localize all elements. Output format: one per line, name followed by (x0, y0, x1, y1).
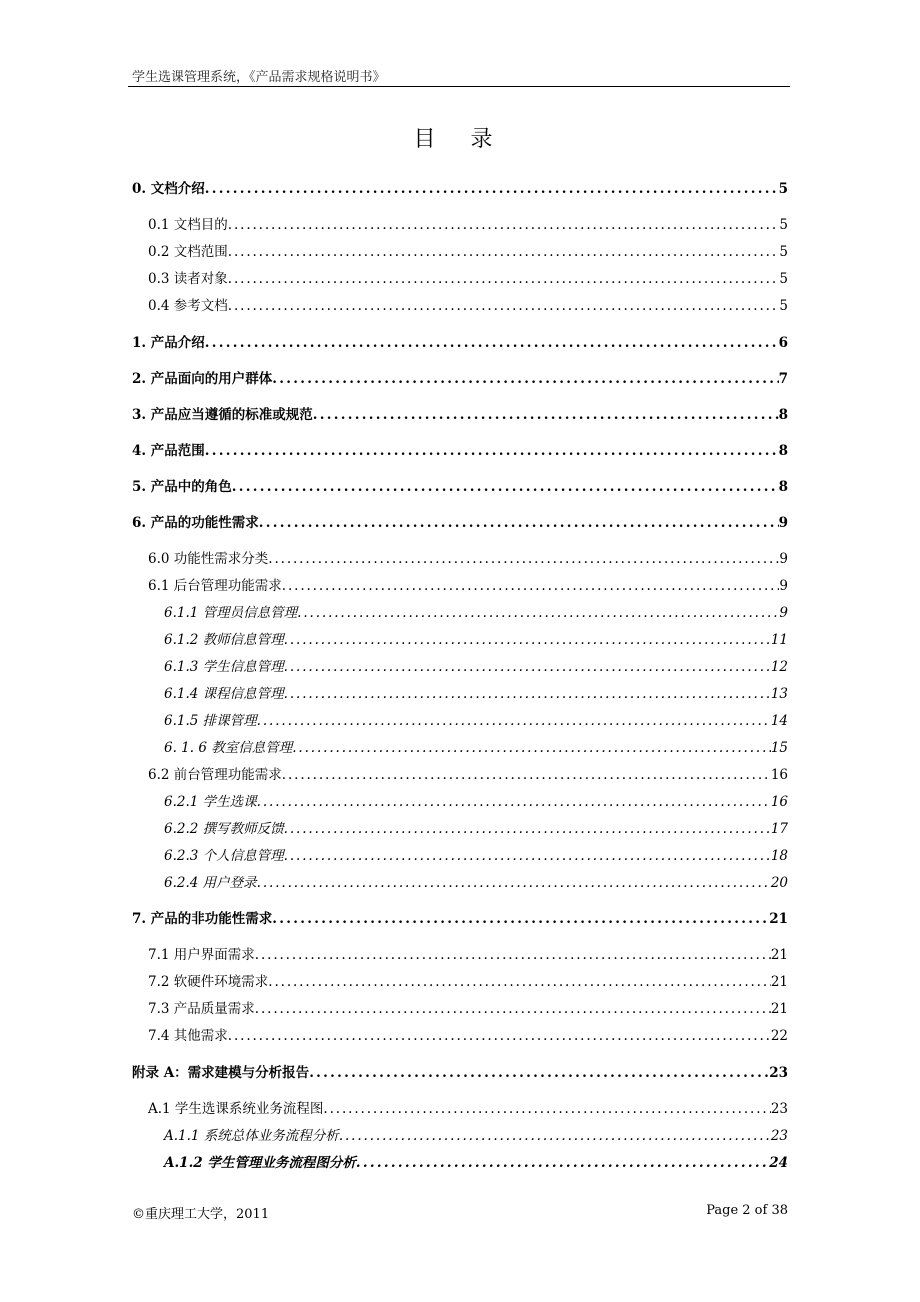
toc-entry[interactable] (132, 331, 788, 351)
toc-entry-page: 5 (779, 244, 788, 260)
toc-entry-page: 21 (770, 947, 788, 963)
toc-entry[interactable] (164, 871, 788, 891)
toc-entry-page: 23 (770, 1101, 788, 1117)
toc-entry[interactable] (132, 511, 788, 531)
toc-leader-dots (232, 479, 779, 495)
header-text: 学生选课管理系统，《产品需求规格说明书》 (132, 70, 386, 85)
toc-entry-page: 7 (778, 371, 788, 387)
toc-entry-label: 6.2.3 个人信息管理 (164, 848, 284, 864)
page-header (128, 64, 790, 87)
toc-entry-page: 8 (778, 407, 788, 423)
toc-entry-label: 6.2.4 用户登录 (164, 875, 257, 891)
toc-entry-page: 16 (770, 767, 788, 783)
toc-entry[interactable] (148, 213, 788, 233)
toc-entry[interactable] (164, 736, 788, 756)
toc-entry-page: 9 (779, 551, 788, 567)
toc-entry-page: 21 (770, 974, 788, 990)
toc-leader-dots (284, 848, 771, 864)
toc-entry-label: A.1 学生选课系统业务流程图 (148, 1101, 324, 1117)
toc-entry-page: 5 (778, 181, 788, 197)
toc-entry-page: 24 (769, 1155, 788, 1171)
toc-entry-label: 6. 1. 6 教室信息管理 (164, 740, 293, 756)
toc-leader-dots (313, 407, 779, 423)
footer-copyright: ©重庆理工大学，2011 (132, 1207, 270, 1222)
toc-entry-page: 6 (778, 335, 788, 351)
toc-leader-dots (282, 578, 780, 594)
toc-entry-label: 6.1.4 课程信息管理 (164, 686, 284, 702)
toc-entry-page: 5 (779, 298, 788, 314)
toc-entry-label: 6.2.2 撰写教师反馈 (164, 821, 284, 837)
toc-entry-label: 6.1.1 管理员信息管理 (164, 605, 298, 621)
toc-entry-label: 6.0 功能性需求分类 (148, 551, 269, 567)
toc-entry-label: 6.1.5 排课管理 (164, 713, 257, 729)
toc-entry-page: 8 (778, 443, 788, 459)
toc-entry-label: 6.1 后台管理功能需求 (148, 578, 282, 594)
toc-entry[interactable] (164, 1151, 788, 1171)
toc-entry[interactable] (148, 240, 788, 260)
toc-entry-page: 5 (779, 217, 788, 233)
toc-entry-page: 12 (770, 659, 788, 675)
footer-page-number: Page 2 of 38 (706, 1203, 788, 1218)
toc-entry-label: 6.2.1 学生选课 (164, 794, 257, 810)
toc-entry[interactable] (148, 997, 788, 1017)
toc-entry-label: 0.3 读者对象 (148, 271, 228, 287)
toc-entry[interactable] (164, 790, 788, 810)
toc-entry-label: 7. 产品的非功能性需求 (132, 911, 273, 927)
toc-entry-label: 5. 产品中的角色 (132, 479, 232, 495)
toc-entry-page: 18 (770, 848, 788, 864)
toc-entry[interactable] (164, 709, 788, 729)
toc-entry-page: 8 (778, 479, 788, 495)
toc-leader-dots (228, 217, 780, 233)
toc-leader-dots (339, 1128, 771, 1144)
toc-entry[interactable] (148, 970, 788, 990)
toc-entry-page: 9 (778, 515, 788, 531)
toc-leader-dots (268, 551, 779, 567)
toc-entry[interactable] (132, 403, 788, 423)
toc-leader-dots (205, 443, 779, 459)
toc-entry-page: 23 (769, 1065, 788, 1081)
toc-leader-dots (259, 515, 779, 531)
toc-entry-page: 21 (770, 1001, 788, 1017)
toc-entry-label: 6.1.2 教师信息管理 (164, 632, 284, 648)
toc-leader-dots (268, 974, 771, 990)
toc-entry-page: 5 (779, 271, 788, 287)
toc-leader-dots (284, 821, 771, 837)
toc-leader-dots (257, 713, 771, 729)
toc-leader-dots (228, 1028, 771, 1044)
toc-leader-dots (292, 740, 771, 756)
toc-leader-dots (272, 371, 778, 387)
toc-entry[interactable] (132, 177, 788, 197)
toc-leader-dots (323, 1101, 770, 1117)
toc-entry-label: 3. 产品应当遵循的标准或规范 (132, 407, 313, 423)
toc-entry-page: 21 (769, 911, 788, 927)
toc-entry-label: A.1.1 系统总体业务流程分析 (164, 1128, 339, 1144)
toc-entry-label: 附录 A：需求建模与分析报告 (132, 1065, 310, 1081)
toc-entry-page: 11 (770, 632, 788, 648)
toc-leader-dots (309, 1065, 769, 1081)
toc-entry-page: 9 (779, 605, 788, 621)
toc-leader-dots (228, 271, 780, 287)
toc-entry[interactable] (148, 943, 788, 963)
toc-entry-label: 7.1 用户界面需求 (148, 947, 255, 963)
toc-entry-label: 6. 产品的功能性需求 (132, 515, 259, 531)
toc-leader-dots (284, 686, 771, 702)
toc-leader-dots (205, 335, 779, 351)
toc-entry[interactable] (148, 1097, 788, 1117)
toc-entry-label: 2. 产品面向的用户群体 (132, 371, 273, 387)
toc-title: 目 录 (413, 127, 507, 152)
toc-leader-dots (257, 794, 771, 810)
toc-entry[interactable] (164, 817, 788, 837)
toc-entry-label: 4. 产品范围 (132, 443, 205, 459)
toc-entry-page: 15 (770, 740, 788, 756)
toc-entry-page: 17 (770, 821, 788, 837)
toc-leader-dots (228, 244, 780, 260)
toc-entry[interactable] (164, 628, 788, 648)
toc-entry-label: 0.1 文档目的 (148, 217, 228, 233)
toc-entry[interactable] (148, 763, 788, 783)
toc-entry-label: 6.1.3 学生信息管理 (164, 659, 284, 675)
toc-leader-dots (284, 659, 771, 675)
toc-leader-dots (356, 1155, 769, 1171)
toc-entry-page: 13 (770, 686, 788, 702)
toc-entry[interactable] (132, 907, 788, 927)
toc-entry[interactable] (164, 682, 788, 702)
toc-leader-dots (297, 605, 779, 621)
toc-entry-label: 0.2 文档范围 (148, 244, 228, 260)
toc-entry-page: 16 (770, 794, 788, 810)
toc-entry[interactable] (148, 267, 788, 287)
toc-entry-page: 22 (770, 1028, 788, 1044)
toc-entry-label: 0.4 参考文档 (148, 298, 228, 314)
toc-entry-label: 7.3 产品质量需求 (148, 1001, 255, 1017)
toc-entry-label: 7.4 其他需求 (148, 1028, 228, 1044)
toc-entry[interactable] (164, 655, 788, 675)
toc-entry[interactable] (148, 574, 788, 594)
toc-leader-dots (284, 632, 771, 648)
toc-entry-page: 20 (770, 875, 788, 891)
toc-entry[interactable] (132, 475, 788, 495)
toc-entry-label: A.1.2 学生管理业务流程图分析 (164, 1155, 356, 1171)
toc-entry[interactable] (164, 1124, 788, 1144)
toc-entry[interactable] (132, 367, 788, 387)
toc-leader-dots (228, 298, 780, 314)
toc-entry-page: 14 (770, 713, 788, 729)
toc-leader-dots (255, 947, 771, 963)
toc-entry[interactable] (148, 547, 788, 567)
toc-entry[interactable] (132, 439, 788, 459)
toc-leader-dots (257, 875, 771, 891)
toc-leader-dots (272, 911, 769, 927)
toc-leader-dots (255, 1001, 771, 1017)
toc-leader-dots (282, 767, 771, 783)
toc-entry-label: 6.2 前台管理功能需求 (148, 767, 282, 783)
toc-entry-label: 0. 文档介绍 (132, 181, 205, 197)
toc-entry-page: 9 (779, 578, 788, 594)
toc-leader-dots (205, 181, 779, 197)
toc-entry[interactable] (164, 844, 788, 864)
toc-entry[interactable] (148, 1024, 788, 1044)
toc-entry-label: 7.2 软硬件环境需求 (148, 974, 269, 990)
toc-entry[interactable] (132, 1061, 788, 1081)
toc-entry-label: 1. 产品介绍 (132, 335, 205, 351)
toc-entry[interactable] (164, 601, 788, 621)
toc-entry-page: 23 (770, 1128, 788, 1144)
toc-entry[interactable] (148, 294, 788, 314)
